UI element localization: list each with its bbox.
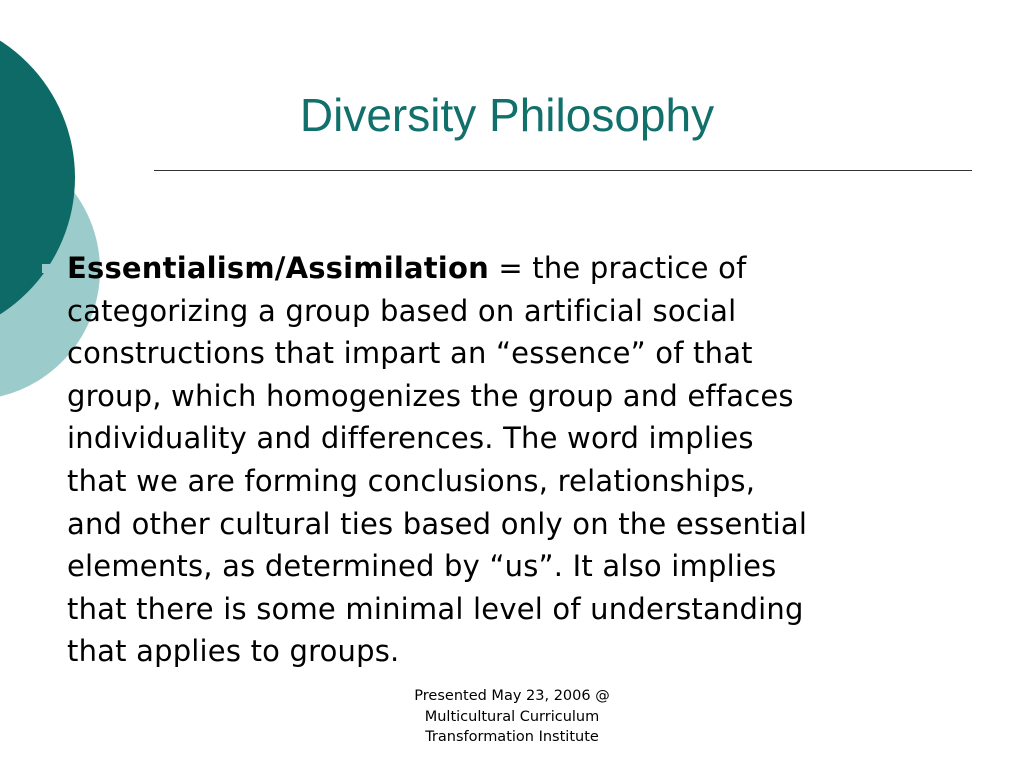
definition-text: = the practice of categorizing a group based on artificial social constructions that impart an “essence” of that group, which homogenizes the group and effaces individuality and differences. The word implies that we are forming conclusions, relationships, and other cultural ties based only on the essential elements, as determined by “us”. It also implies that there is some minimal level of understanding that applies to groups.	[67, 251, 808, 669]
footer-text: Presented May 23, 2006 @ Multicultural Curriculum Transformation Institute	[414, 688, 610, 745]
title-divider	[154, 170, 972, 171]
slide-title: Diversity Philosophy	[299, 89, 715, 141]
bullet-icon	[42, 264, 51, 273]
term-label: Essentialism/Assimilation	[67, 251, 489, 285]
body-text	[67, 247, 982, 673]
